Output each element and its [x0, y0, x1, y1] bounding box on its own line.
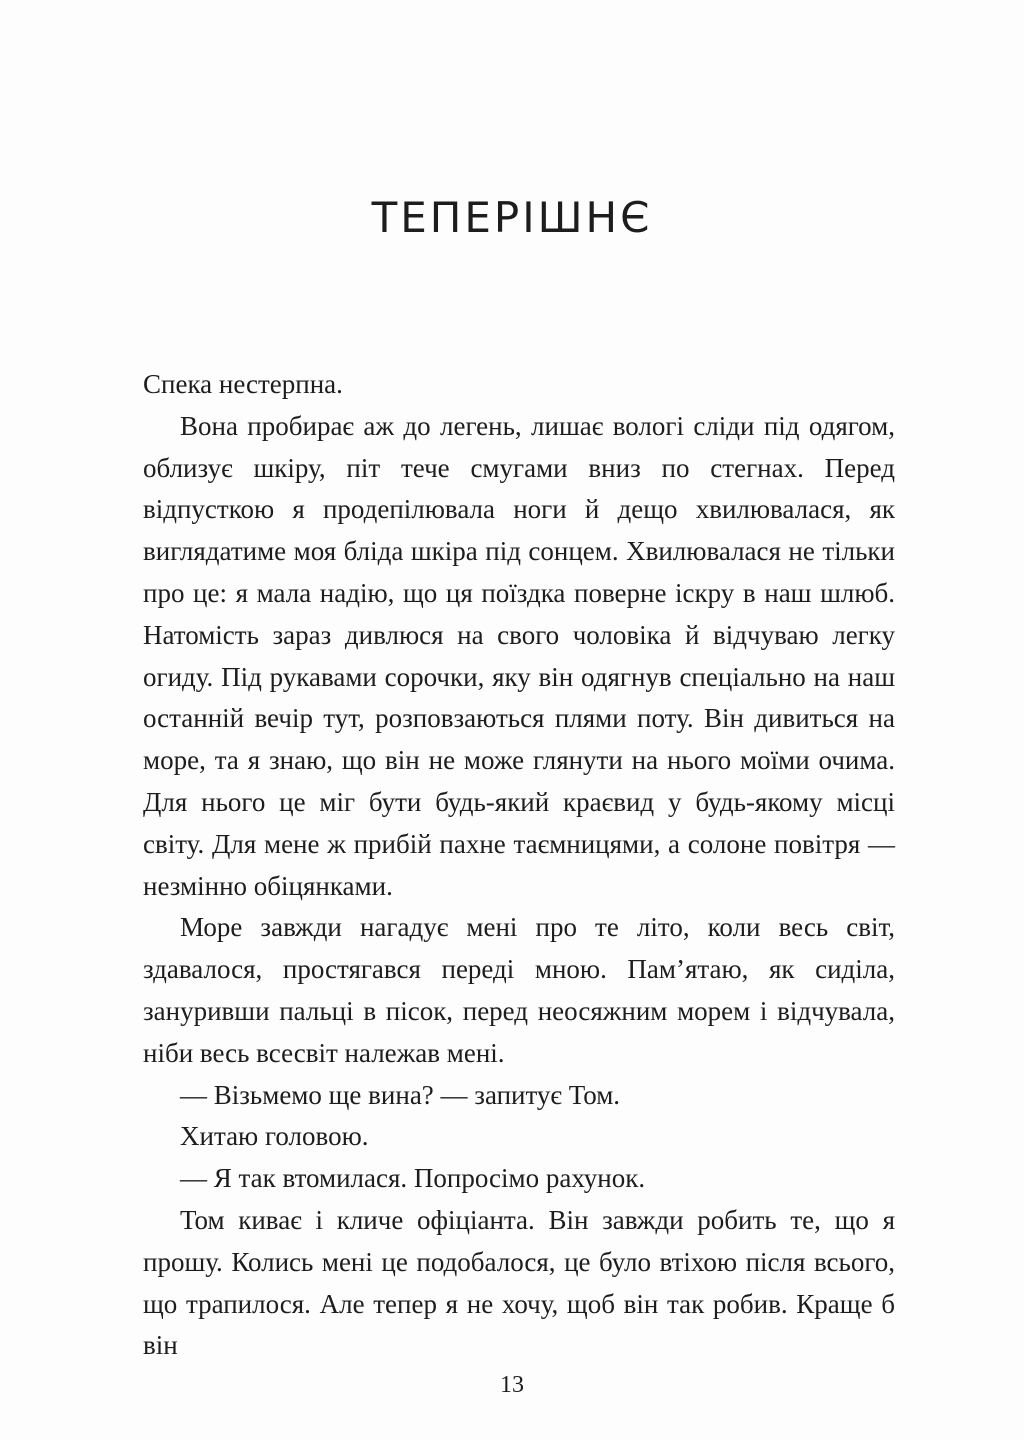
paragraph-3: Море завжди нагадує мені про те літо, коли весь світ, здавалося, простягався переді мною. Пам’ятаю, як сиділа, зануривши пальці в пісок, перед неосяжним морем і відчувала, ніби весь всесвіт належав мені. — [143, 912, 895, 1068]
paragraph-5: Том киває і кличе офіціанта. Він завжди робить те, що я прошу. Колись мені це подобалося, це було втіхою після всього, що трапилося. Але тепер я не хочу, щоб він так робив. Краще б він — [143, 1204, 895, 1361]
paragraph-1: Спека нестерпна. — [143, 369, 343, 399]
dialogue-line-2: — Я так втомилася. Попросімо рахунок. — [180, 1163, 646, 1194]
chapter-title: ТЕПЕРІШНЄ — [371, 193, 653, 242]
chapter-body — [143, 364, 895, 1367]
page-number: 13 — [500, 1372, 524, 1398]
paragraph-2: Вона пробирає аж до легень, лишає вологі сліди під одягом, облизує шкіру, піт тече смугами вниз по стегнах. Перед відпусткою я продепілювала ноги й дещо хвилювалася, як виглядатиме моя бліда шкіра під сонцем. Хвилювалася не тільки про це: я мала надію, що ця поїздка поверне іскру в наш шлюб. Натомість зараз дивлюся на свого чоловіка й відчуваю легку огиду. Під рукавами сорочки, яку він одягнув спеціально на наш останній вечір тут, розповзаються плями поту. Він дивиться на море, та я знаю, що він не може глянути на нього моїми очима. Для нього це міг бути будь-який краєвид у будь-якому місці світу. Для мене ж прибій пахне таємницями, а солоне повітря — незмінно обіцянками. — [143, 410, 895, 901]
paragraph-4: Хитаю головою. — [180, 1121, 369, 1152]
dialogue-line-1: — Візьмемо ще вина? — запитує Том. — [180, 1079, 621, 1110]
